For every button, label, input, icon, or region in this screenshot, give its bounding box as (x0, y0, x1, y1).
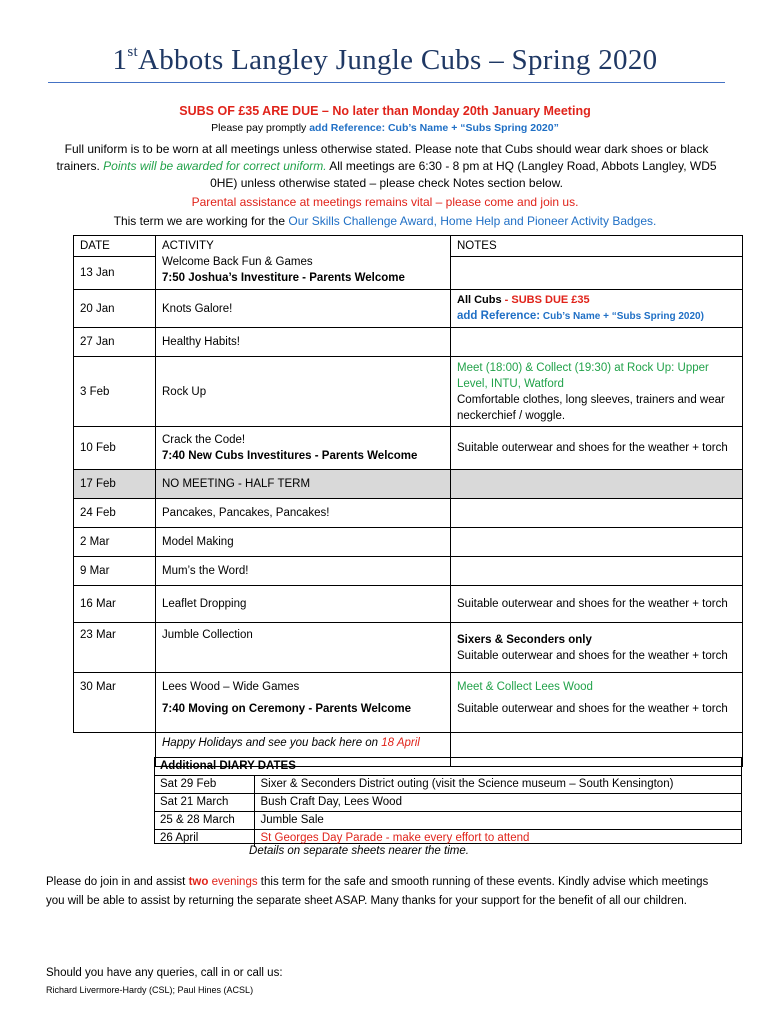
row-notes (451, 528, 743, 557)
note-text: Comfortable clothes, long sleeves, trainers and wear neckerchief / woggle. (457, 393, 725, 422)
row-date: 30 Mar (74, 673, 156, 733)
row-date: 17 Feb (74, 470, 156, 499)
holidays-text: Happy Holidays and see you back here on (162, 737, 382, 749)
table-row (74, 557, 743, 586)
row-date: 27 Jan (74, 328, 156, 357)
row-date (74, 733, 156, 767)
term-prefix: This term we are working for the (113, 214, 286, 228)
diary-row (154, 794, 742, 812)
queries-line: Should you have any queries, call in or call us: (46, 967, 283, 979)
note-bold: All Cubs (457, 294, 502, 306)
row-date: 13 Jan (74, 257, 156, 290)
row-date: 9 Mar (74, 557, 156, 586)
title-divider (48, 82, 725, 83)
uniform-points: Points will be awarded for correct uniform. (103, 159, 327, 173)
row-activity: NO MEETING - HALF TERM (156, 470, 451, 499)
row-activity: Knots Galore! (156, 290, 451, 328)
parental-assistance-note: Parental assistance at meetings remains vital – please come and join us. (191, 195, 579, 209)
activity-text: Crack the Code! (162, 434, 246, 446)
activity-text: Welcome Back Fun & Games (162, 256, 313, 268)
row-notes (451, 328, 743, 357)
diary-event: Jumble Sale (254, 812, 742, 830)
row-notes (451, 357, 743, 427)
uniform-paragraph (44, 141, 729, 192)
uniform-text-1: Full uniform is to be worn at all meetings unless otherwise stated. Please note that Cubs should wear dark shoes or black trainers. (56, 142, 709, 173)
term-badges-line (0, 214, 770, 228)
activity-text: Lees Wood – Wide Games (162, 681, 300, 693)
row-date: 20 Jan (74, 290, 156, 328)
term-badges: Our Skills Challenge Award, Home Help and Pioneer Activity Badges. (288, 214, 657, 228)
title-main: Abbots Langley Jungle Cubs – Spring 2020 (137, 44, 658, 76)
schedule-table (73, 235, 743, 767)
note-text: Suitable outerwear and shoes for the weather + torch (457, 649, 728, 662)
note-green: Meet (18:00) & Collect (19:30) at Rock Up: Upper Level, INTU, Watford (457, 361, 709, 390)
header-date: DATE (74, 236, 156, 257)
note-blue-b: Cub’s Name + “Subs Spring 2020) (540, 311, 704, 322)
leader-names: Richard Livermore-Hardy (CSL); Paul Hines (ACSL) (46, 985, 254, 995)
title-superscript: st (127, 44, 138, 61)
holidays-date: 18 April (381, 737, 420, 749)
table-row (74, 499, 743, 528)
table-row (74, 673, 743, 733)
note-red: - SUBS DUE £35 (501, 294, 590, 306)
diary-date: 25 & 28 March (154, 812, 254, 830)
diary-event: Bush Craft Day, Lees Wood (254, 794, 742, 812)
row-activity: Model Making (156, 528, 451, 557)
table-row (74, 357, 743, 427)
activity-bold: 7:40 New Cubs Investitures - Parents Welcome (162, 450, 418, 462)
diary-event: Sixer & Seconders District outing (visit the Science museum – South Kensington) (254, 776, 742, 794)
header-notes: NOTES (451, 236, 743, 257)
row-date: 24 Feb (74, 499, 156, 528)
activity-bold: 7:50 Joshua’s Investiture - Parents Welcome (162, 272, 405, 284)
subs-due-notice: SUBS OF £35 ARE DUE – No later than Monday 20th January Meeting (179, 104, 591, 118)
row-notes (451, 257, 743, 290)
row-notes (451, 290, 743, 328)
row-activity: Mum’s the Word! (156, 557, 451, 586)
diary-date: Sat 29 Feb (154, 776, 254, 794)
join-text-1: Please do join in and assist (46, 876, 189, 888)
diary-table (154, 758, 742, 847)
table-row (74, 470, 743, 499)
table-row (74, 528, 743, 557)
diary-event: St Georges Day Parade - make every effort to attend (254, 830, 742, 848)
join-evenings: evenings (208, 876, 258, 888)
payment-reference-line (0, 122, 770, 134)
diary-date: Sat 21 March (154, 794, 254, 812)
row-notes (451, 470, 743, 499)
row-activity: Pancakes, Pancakes, Pancakes! (156, 499, 451, 528)
table-row (74, 586, 743, 623)
row-notes (451, 673, 743, 733)
note-green: Meet & Collect Lees Wood (457, 681, 593, 693)
table-row (74, 427, 743, 470)
row-date: 2 Mar (74, 528, 156, 557)
row-notes (451, 623, 743, 673)
note-text: Suitable outerwear and shoes for the weather + torch (457, 703, 728, 715)
note-blue-a: add Reference: (457, 310, 541, 322)
note-bold: Sixers & Seconders only (457, 633, 592, 646)
table-cell-activity (156, 236, 451, 290)
uniform-text-2: All meetings are 6:30 - 8 pm at HQ (Langley Road, Abbots Langley, WD5 0HE) unless otherwise stated – please check Notes section below. (210, 159, 717, 190)
row-activity: Rock Up (156, 357, 451, 427)
ref-value: add Reference: Cub’s Name + “Subs Spring 2020” (309, 122, 559, 134)
row-activity: Leaflet Dropping (156, 586, 451, 623)
row-date: 3 Feb (74, 357, 156, 427)
diary-row (154, 776, 742, 794)
page-title (0, 44, 770, 77)
row-activity (156, 427, 451, 470)
title-prefix: 1 (112, 44, 128, 76)
row-notes (451, 557, 743, 586)
assist-paragraph (46, 873, 726, 911)
diary-title: Additional DIARY DATES (160, 760, 296, 772)
row-activity (156, 673, 451, 733)
row-activity: Jumble Collection (156, 623, 451, 673)
join-text-2: this term for the safe and smooth running of these events. Kindly advise which meetings you will be able to assist by returning the separate sheet ASAP. Many thanks for your support for the benefit of all our children. (46, 876, 709, 907)
row-date: 10 Feb (74, 427, 156, 470)
row-notes: Suitable outerwear and shoes for the weather + torch (451, 427, 743, 470)
header-activity: ACTIVITY (162, 240, 214, 252)
table-row (74, 290, 743, 328)
row-date: 16 Mar (74, 586, 156, 623)
join-two: two (188, 876, 209, 888)
table-row (74, 623, 743, 673)
row-activity: Healthy Habits! (156, 328, 451, 357)
row-notes (451, 499, 743, 528)
row-date: 23 Mar (74, 623, 156, 673)
ref-prefix: Please pay promptly (211, 122, 307, 134)
diary-date: 26 April (154, 830, 254, 848)
table-header-row (74, 236, 743, 257)
row-notes: Suitable outerwear and shoes for the weather + torch (451, 586, 743, 623)
activity-bold: 7:40 Moving on Ceremony - Parents Welcome (162, 703, 412, 715)
diary-row (154, 812, 742, 830)
diary-details-note: Details on separate sheets nearer the time. (249, 845, 469, 857)
table-row (74, 328, 743, 357)
diary-header-row (154, 758, 742, 776)
